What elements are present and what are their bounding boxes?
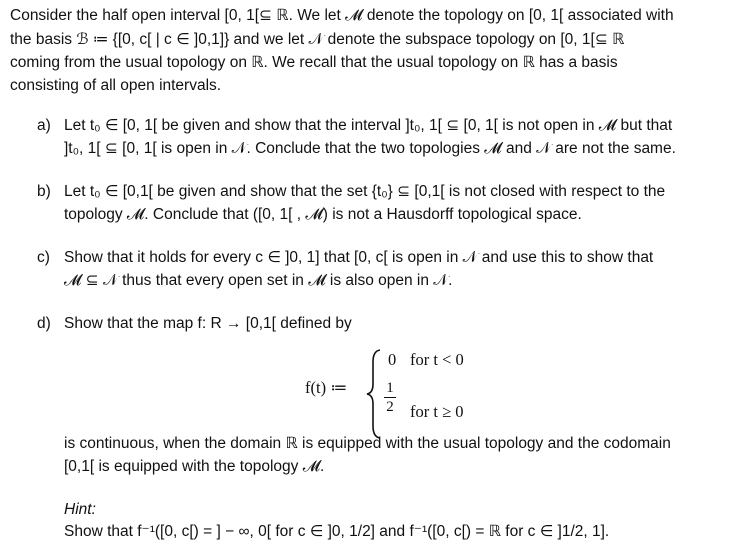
left-brace-icon [364, 346, 384, 442]
intro-line-4: consisting of all open intervals. [10, 77, 222, 94]
intro-line-3: coming from the usual topology on ℝ. We recall that the usual topology on ℝ has a basis [10, 54, 618, 71]
case-2-condition: for t ≥ 0 [410, 402, 464, 421]
hint-title: Hint: [64, 501, 96, 518]
part-b-line-1: Let t₀ ∈ [0,1[ be given and show that the set {t₀} ⊆ [0,1[ is not closed with respect to the [64, 183, 666, 200]
part-c-label: c) [37, 249, 50, 266]
part-a-line-2: ]t₀, 1[ ⊆ [0, 1[ is open in 𝒩. Conclude that the two topologies 𝓜 and 𝒩 are not the same. [64, 140, 676, 157]
fraction-bar [384, 397, 396, 398]
part-c-line-1: Show that it holds for every c ∈ ]0, 1] that [0, c[ is open in 𝒩 and use this to show that [64, 249, 654, 266]
fraction-numerator: 1 [386, 380, 394, 396]
formula-lhs: f(t) ≔ [305, 378, 348, 397]
part-d-line-1: Show that the map f: R → [0,1[ defined by [64, 315, 352, 332]
part-b-label: b) [37, 183, 51, 200]
part-d-line-3: [0,1[ is equipped with the topology 𝓜. [64, 458, 325, 475]
intro-line-1: Consider the half open interval [0, 1[⊆ ℝ. We let 𝓜 denote the topology on [0, 1[ associated with [10, 7, 674, 24]
part-b-line-2: topology 𝓜. Conclude that ([0, 1[ , 𝓜) is not a Hausdorff topological space. [64, 206, 582, 223]
intro-line-2: the basis ℬ ≔ {[0, c[ | c ∈ ]0,1]} and we let 𝒩 denote the subspace topology on [0, 1[⊆ ℝ [10, 31, 625, 48]
part-d-label: d) [37, 315, 51, 332]
part-d-line-2: is continuous, when the domain ℝ is equipped with the usual topology and the codomain [64, 435, 671, 452]
case-2-fraction [384, 380, 396, 415]
hint-text: Show that f⁻¹([0, c[) = ] − ∞, 0[ for c ∈ ]0, 1/2] and f⁻¹([0, c[) = ℝ for c ∈ ]1/2, 1]. [64, 523, 610, 540]
fraction-denominator: 2 [386, 399, 394, 415]
part-c-line-2: 𝓜 ⊆ 𝒩 thus that every open set in 𝓜 is also open in 𝒩. [64, 272, 453, 289]
part-a-label: a) [37, 117, 51, 134]
case-1-value: 0 [388, 350, 397, 369]
part-a-line-1: Let t₀ ∈ [0, 1[ be given and show that the interval ]t₀, 1[ ⊆ [0, 1[ is not open in 𝓜 but that [64, 117, 673, 134]
case-1-condition: for t < 0 [410, 350, 464, 369]
